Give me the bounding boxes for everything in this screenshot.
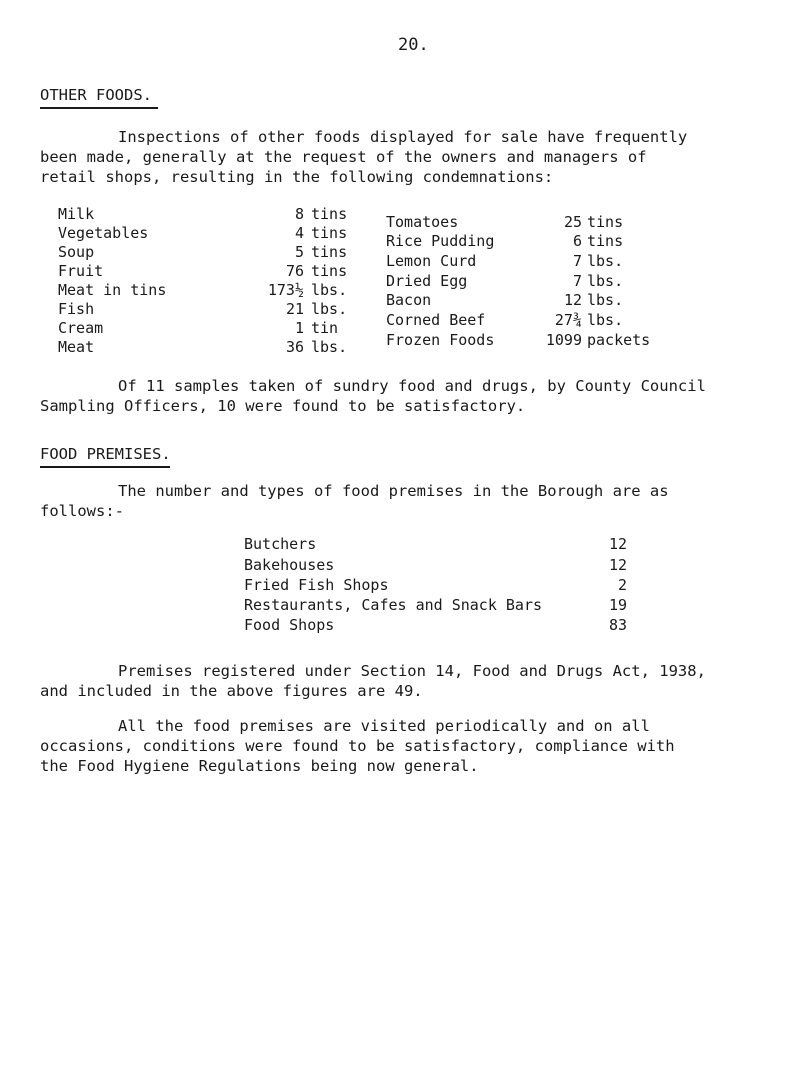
- item-unit: tins: [587, 213, 624, 231]
- item-name: Dried Egg: [386, 272, 468, 290]
- registered-line-2: and included in the above figures are 49.: [40, 682, 423, 700]
- item-name: Cream: [58, 319, 104, 337]
- item-unit: lbs.: [311, 338, 348, 356]
- item-qty: 6: [572, 232, 582, 250]
- premises-intro-line-1: The number and types of food premises in the Borough are as: [118, 482, 669, 500]
- item-unit: lbs.: [311, 281, 348, 299]
- item-qty: 27¾: [554, 311, 582, 329]
- item-qty: 36: [285, 338, 304, 356]
- intro-line-1: Inspections of other foods displayed for sale have frequently: [118, 128, 688, 146]
- premises-intro-line-2: follows:-: [40, 502, 124, 520]
- premises-count: 2: [617, 576, 627, 594]
- item-unit: tins: [311, 224, 348, 242]
- item-qty: 8: [294, 205, 304, 223]
- samples-line-1: Of 11 samples taken of sundry food and drugs, by County Council: [118, 377, 706, 395]
- premises-type: Bakehouses: [244, 556, 335, 574]
- visited-line-2: occasions, conditions were found to be satisfactory, compliance with: [40, 737, 675, 755]
- item-name: Frozen Foods: [386, 331, 495, 349]
- item-qty: 7: [572, 272, 582, 290]
- item-unit: lbs.: [587, 291, 624, 309]
- item-unit: tins: [587, 232, 624, 250]
- item-unit: tin: [311, 319, 339, 337]
- samples-line-2: Sampling Officers, 10 were found to be satisfactory.: [40, 397, 526, 415]
- item-qty: 173½: [267, 281, 304, 299]
- item-name: Meat: [58, 338, 95, 356]
- item-qty: 5: [294, 243, 304, 261]
- item-name: Milk: [58, 205, 95, 223]
- page-number: 20.: [398, 35, 429, 55]
- item-qty: 1099: [545, 331, 582, 349]
- intro-line-2: been made, generally at the request of the owners and managers of: [40, 148, 647, 166]
- item-qty: 21: [285, 300, 304, 318]
- item-name: Tomatoes: [386, 213, 459, 231]
- item-qty: 7: [572, 252, 582, 270]
- premises-count: 19: [608, 596, 627, 614]
- premises-type: Fried Fish Shops: [244, 576, 389, 594]
- item-qty: 1: [294, 319, 304, 337]
- item-unit: tins: [311, 205, 348, 223]
- section-heading-other-foods: OTHER FOODS.: [40, 86, 152, 104]
- section-heading-food-premises: FOOD PREMISES.: [40, 445, 171, 463]
- registered-line-1: Premises registered under Section 14, Food and Drugs Act, 1938,: [118, 662, 706, 680]
- item-qty: 4: [294, 224, 304, 242]
- heading-underline: [40, 107, 158, 109]
- premises-type: Restaurants, Cafes and Snack Bars: [244, 596, 543, 614]
- visited-line-1: All the food premises are visited periodically and on all: [118, 717, 650, 735]
- item-unit: packets: [587, 331, 651, 349]
- premises-count: 12: [608, 556, 627, 574]
- heading-underline: [40, 466, 170, 468]
- item-name: Rice Pudding: [386, 232, 495, 250]
- item-qty: 25: [563, 213, 582, 231]
- item-unit: lbs.: [587, 311, 624, 329]
- item-name: Soup: [58, 243, 95, 261]
- item-name: Bacon: [386, 291, 432, 309]
- item-name: Fish: [58, 300, 95, 318]
- item-name: Lemon Curd: [386, 252, 477, 270]
- item-name: Corned Beef: [386, 311, 486, 329]
- premises-count: 12: [608, 535, 627, 553]
- item-unit: tins: [311, 262, 348, 280]
- item-name: Meat in tins: [58, 281, 167, 299]
- premises-count: 83: [608, 616, 627, 634]
- premises-type: Food Shops: [244, 616, 335, 634]
- item-name: Vegetables: [58, 224, 149, 242]
- item-unit: lbs.: [587, 252, 624, 270]
- item-unit: tins: [311, 243, 348, 261]
- item-unit: lbs.: [311, 300, 348, 318]
- item-qty: 12: [563, 291, 582, 309]
- visited-line-3: the Food Hygiene Regulations being now general.: [40, 757, 479, 775]
- item-name: Fruit: [58, 262, 104, 280]
- intro-line-3: retail shops, resulting in the following condemnations:: [40, 168, 554, 186]
- premises-type: Butchers: [244, 535, 317, 553]
- item-qty: 76: [285, 262, 304, 280]
- item-unit: lbs.: [587, 272, 624, 290]
